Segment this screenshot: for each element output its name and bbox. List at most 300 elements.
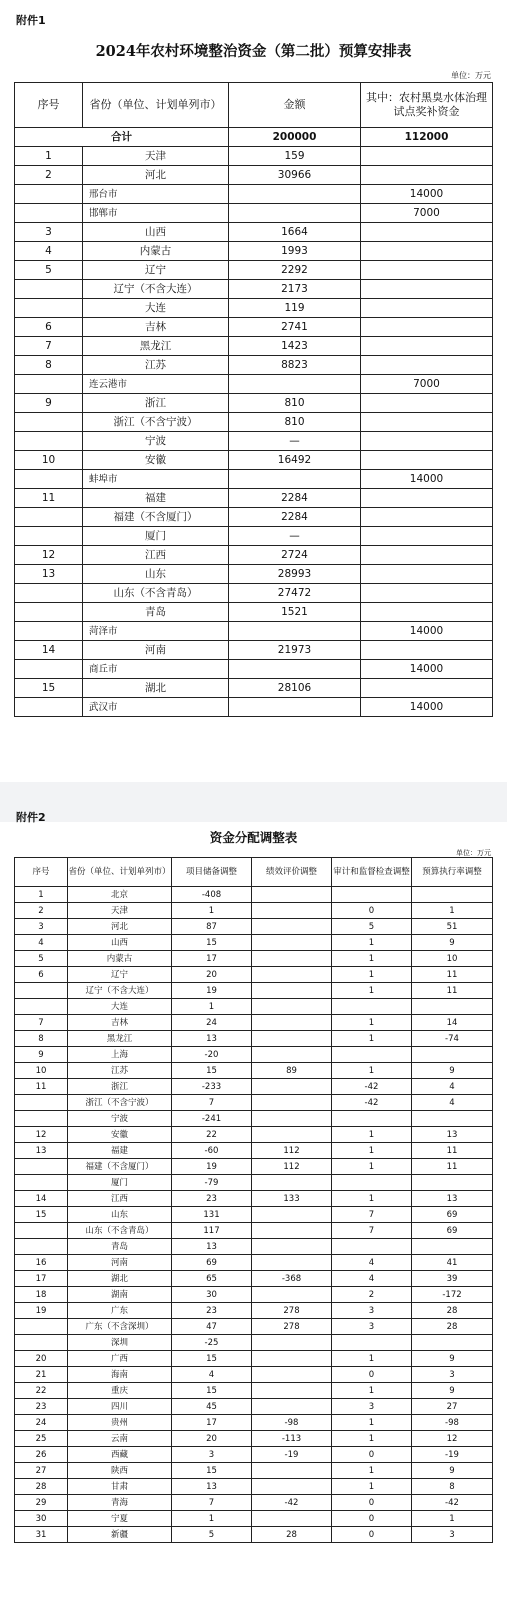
row-reserve: 15 xyxy=(172,935,252,951)
header-performance: 绩效评价调整 xyxy=(252,858,332,887)
row-reward: 7000 xyxy=(361,375,493,394)
row-performance: -19 xyxy=(252,1447,332,1463)
row-amount xyxy=(229,660,361,679)
row-execution: -42 xyxy=(412,1495,493,1511)
total-label: 合计 xyxy=(15,128,229,147)
table-row xyxy=(15,166,493,185)
row-audit: 1 xyxy=(332,1015,412,1031)
row-audit: 1 xyxy=(332,1143,412,1159)
row-performance: 278 xyxy=(252,1319,332,1335)
row-number: 10 xyxy=(15,451,83,470)
row-audit xyxy=(332,1047,412,1063)
row-province: 广东 xyxy=(68,1303,172,1319)
row-reward xyxy=(361,356,493,375)
row-audit: 1 xyxy=(332,935,412,951)
row-performance xyxy=(252,1031,332,1047)
row-reward xyxy=(361,546,493,565)
row-reserve: 15 xyxy=(172,1383,252,1399)
row-reward xyxy=(361,603,493,622)
row-number: 22 xyxy=(15,1383,68,1399)
row-amount: 2292 xyxy=(229,261,361,280)
row-number: 16 xyxy=(15,1255,68,1271)
row-performance xyxy=(252,999,332,1015)
row-province: 辽宁（不含大连） xyxy=(68,983,172,999)
row-execution: 69 xyxy=(412,1223,493,1239)
table-row xyxy=(15,546,493,565)
annex-1-unit: 单位：万元 xyxy=(451,71,491,80)
row-execution: -172 xyxy=(412,1287,493,1303)
table-row xyxy=(15,1447,493,1463)
row-execution: 11 xyxy=(412,967,493,983)
row-number xyxy=(15,1095,68,1111)
row-province: 青海 xyxy=(68,1495,172,1511)
row-performance xyxy=(252,951,332,967)
row-province: 湖北 xyxy=(83,679,229,698)
row-number xyxy=(15,1111,68,1127)
row-audit: 1 xyxy=(332,1463,412,1479)
table-row xyxy=(15,903,493,919)
row-performance xyxy=(252,1463,332,1479)
row-performance: -368 xyxy=(252,1271,332,1287)
row-reserve: 17 xyxy=(172,951,252,967)
row-audit xyxy=(332,1175,412,1191)
table-row xyxy=(15,641,493,660)
row-number: 13 xyxy=(15,565,83,584)
row-number: 7 xyxy=(15,1015,68,1031)
row-reward xyxy=(361,527,493,546)
table-row xyxy=(15,1175,493,1191)
row-performance xyxy=(252,1175,332,1191)
row-audit xyxy=(332,1335,412,1351)
row-province: 大连 xyxy=(83,299,229,318)
row-reward xyxy=(361,280,493,299)
row-number xyxy=(15,299,83,318)
table-row xyxy=(15,1399,493,1415)
row-province: 福建（不含厦门） xyxy=(83,508,229,527)
row-province: 浙江（不含宁波） xyxy=(83,413,229,432)
table-row xyxy=(15,679,493,698)
table-row xyxy=(15,1095,493,1111)
row-execution: 27 xyxy=(412,1399,493,1415)
row-number: 8 xyxy=(15,356,83,375)
row-audit: 0 xyxy=(332,1511,412,1527)
row-performance: 28 xyxy=(252,1527,332,1543)
row-number: 18 xyxy=(15,1287,68,1303)
row-province: 厦门 xyxy=(68,1175,172,1191)
row-amount: 27472 xyxy=(229,584,361,603)
row-reserve: 1 xyxy=(172,903,252,919)
row-number: 4 xyxy=(15,935,68,951)
header-reward: 其中：农村黑臭水体治理试点奖补资金 xyxy=(361,83,493,128)
row-reserve: 5 xyxy=(172,1527,252,1543)
row-province: 浙江 xyxy=(83,394,229,413)
row-performance: 112 xyxy=(252,1143,332,1159)
row-reserve: 19 xyxy=(172,983,252,999)
row-amount: 2284 xyxy=(229,508,361,527)
row-number xyxy=(15,527,83,546)
row-number: 14 xyxy=(15,1191,68,1207)
row-audit xyxy=(332,1111,412,1127)
row-province: 甘肃 xyxy=(68,1479,172,1495)
row-province: 山东（不含青岛） xyxy=(83,584,229,603)
row-province: 四川 xyxy=(68,1399,172,1415)
annex-2-label: 附件2 xyxy=(16,811,46,824)
row-performance xyxy=(252,887,332,903)
row-execution: 13 xyxy=(412,1191,493,1207)
row-reward: 7000 xyxy=(361,204,493,223)
total-amount: 200000 xyxy=(229,128,361,147)
row-number xyxy=(15,999,68,1015)
table-row xyxy=(15,508,493,527)
row-reward xyxy=(361,641,493,660)
row-number xyxy=(15,1223,68,1239)
row-performance xyxy=(252,1047,332,1063)
row-number xyxy=(15,413,83,432)
row-number xyxy=(15,983,68,999)
table-row xyxy=(15,489,493,508)
row-amount: 2741 xyxy=(229,318,361,337)
row-execution xyxy=(412,1175,493,1191)
row-number: 5 xyxy=(15,951,68,967)
row-province: 河南 xyxy=(83,641,229,660)
row-audit: 1 xyxy=(332,983,412,999)
row-amount: 28106 xyxy=(229,679,361,698)
row-province: 广东（不含深圳） xyxy=(68,1319,172,1335)
row-number xyxy=(15,375,83,394)
table-row xyxy=(15,1127,493,1143)
row-execution: 9 xyxy=(412,1063,493,1079)
row-number: 2 xyxy=(15,903,68,919)
row-number: 27 xyxy=(15,1463,68,1479)
table-row xyxy=(15,280,493,299)
row-reserve: 15 xyxy=(172,1463,252,1479)
row-performance xyxy=(252,1511,332,1527)
row-performance xyxy=(252,935,332,951)
table-row xyxy=(15,242,493,261)
row-reserve: 87 xyxy=(172,919,252,935)
row-execution: 1 xyxy=(412,1511,493,1527)
row-reserve: 20 xyxy=(172,967,252,983)
row-number: 4 xyxy=(15,242,83,261)
table-row xyxy=(15,413,493,432)
row-number xyxy=(15,1175,68,1191)
row-province: 浙江（不含宁波） xyxy=(68,1095,172,1111)
row-performance xyxy=(252,1383,332,1399)
row-reserve: 30 xyxy=(172,1287,252,1303)
row-execution: 13 xyxy=(412,1127,493,1143)
row-province: 辽宁 xyxy=(83,261,229,280)
row-amount: 2724 xyxy=(229,546,361,565)
row-amount: 1664 xyxy=(229,223,361,242)
row-amount xyxy=(229,470,361,489)
row-execution: 8 xyxy=(412,1479,493,1495)
annex-1-title: 2024年农村环境整治资金（第二批）预算安排表 xyxy=(95,43,412,60)
row-province: 西藏 xyxy=(68,1447,172,1463)
row-audit: -42 xyxy=(332,1095,412,1111)
row-amount xyxy=(229,622,361,641)
row-performance xyxy=(252,1207,332,1223)
row-audit: 7 xyxy=(332,1223,412,1239)
row-reward xyxy=(361,394,493,413)
row-performance: 89 xyxy=(252,1063,332,1079)
row-execution: 28 xyxy=(412,1319,493,1335)
row-performance xyxy=(252,1351,332,1367)
row-reward: 14000 xyxy=(361,185,493,204)
table-row xyxy=(15,1063,493,1079)
row-number: 24 xyxy=(15,1415,68,1431)
row-amount: 2284 xyxy=(229,489,361,508)
table-row xyxy=(15,204,493,223)
row-province: 新疆 xyxy=(68,1527,172,1543)
row-performance xyxy=(252,967,332,983)
row-reserve: -408 xyxy=(172,887,252,903)
row-reserve: 24 xyxy=(172,1015,252,1031)
row-reserve: 22 xyxy=(172,1127,252,1143)
row-province: 福建 xyxy=(68,1143,172,1159)
row-audit: 5 xyxy=(332,919,412,935)
row-audit: 1 xyxy=(332,1127,412,1143)
row-execution: 69 xyxy=(412,1207,493,1223)
table-row xyxy=(15,1255,493,1271)
row-reserve: 69 xyxy=(172,1255,252,1271)
row-execution: 11 xyxy=(412,983,493,999)
row-reward xyxy=(361,318,493,337)
row-performance xyxy=(252,1111,332,1127)
row-number: 25 xyxy=(15,1431,68,1447)
row-number: 1 xyxy=(15,887,68,903)
row-execution: 39 xyxy=(412,1271,493,1287)
row-execution: 9 xyxy=(412,1463,493,1479)
row-number xyxy=(15,1239,68,1255)
row-amount xyxy=(229,185,361,204)
row-execution xyxy=(412,1335,493,1351)
row-amount: 28993 xyxy=(229,565,361,584)
row-audit: 1 xyxy=(332,967,412,983)
row-amount: — xyxy=(229,432,361,451)
table-row xyxy=(15,983,493,999)
row-province: 上海 xyxy=(68,1047,172,1063)
table-row xyxy=(15,1527,493,1543)
row-number: 11 xyxy=(15,489,83,508)
row-performance xyxy=(252,919,332,935)
table-row xyxy=(15,1031,493,1047)
row-number: 13 xyxy=(15,1143,68,1159)
table-row xyxy=(15,999,493,1015)
row-performance xyxy=(252,1479,332,1495)
row-number xyxy=(15,660,83,679)
row-reserve: 13 xyxy=(172,1239,252,1255)
header-province: 省份（单位、计划单列市） xyxy=(68,858,172,887)
row-province: 江苏 xyxy=(83,356,229,375)
table-row xyxy=(15,1479,493,1495)
row-province: 江苏 xyxy=(68,1063,172,1079)
row-amount xyxy=(229,698,361,717)
table-row xyxy=(15,887,493,903)
table-row xyxy=(15,698,493,717)
row-amount: 2173 xyxy=(229,280,361,299)
table-row xyxy=(15,299,493,318)
row-reward xyxy=(361,261,493,280)
row-performance: 133 xyxy=(252,1191,332,1207)
row-performance xyxy=(252,1287,332,1303)
row-province: 湖北 xyxy=(68,1271,172,1287)
row-audit: 1 xyxy=(332,1415,412,1431)
row-province: 吉林 xyxy=(68,1015,172,1031)
row-reserve: 13 xyxy=(172,1479,252,1495)
annex-2-page xyxy=(0,811,507,1600)
row-province: 黑龙江 xyxy=(83,337,229,356)
row-execution: 4 xyxy=(412,1079,493,1095)
table-row xyxy=(15,261,493,280)
row-audit: 0 xyxy=(332,1447,412,1463)
row-reward xyxy=(361,489,493,508)
row-number: 30 xyxy=(15,1511,68,1527)
table-row xyxy=(15,527,493,546)
table-row xyxy=(15,1335,493,1351)
row-execution xyxy=(412,1239,493,1255)
header-no: 序号 xyxy=(15,858,68,887)
row-amount: 810 xyxy=(229,394,361,413)
table-row xyxy=(15,1239,493,1255)
table-row xyxy=(15,1079,493,1095)
row-reward xyxy=(361,451,493,470)
row-province: 宁波 xyxy=(83,432,229,451)
table-row xyxy=(15,1271,493,1287)
row-number: 29 xyxy=(15,1495,68,1511)
row-audit: 3 xyxy=(332,1319,412,1335)
row-audit: 1 xyxy=(332,1479,412,1495)
annex-2-title: 资金分配调整表 xyxy=(209,830,298,845)
row-reward xyxy=(361,584,493,603)
header-province: 省份（单位、计划单列市） xyxy=(83,83,229,128)
row-number: 9 xyxy=(15,394,83,413)
row-reserve: 117 xyxy=(172,1223,252,1239)
row-performance: -98 xyxy=(252,1415,332,1431)
row-reward xyxy=(361,565,493,584)
row-audit: 2 xyxy=(332,1287,412,1303)
row-number: 12 xyxy=(15,1127,68,1143)
row-number: 1 xyxy=(15,147,83,166)
row-audit: 4 xyxy=(332,1271,412,1287)
table-row xyxy=(15,1415,493,1431)
row-number: 12 xyxy=(15,546,83,565)
row-amount: 8823 xyxy=(229,356,361,375)
row-audit: 1 xyxy=(332,1351,412,1367)
row-performance: 112 xyxy=(252,1159,332,1175)
row-province: 山东 xyxy=(83,565,229,584)
row-audit: 1 xyxy=(332,1431,412,1447)
row-reserve: 45 xyxy=(172,1399,252,1415)
row-amount: 1993 xyxy=(229,242,361,261)
row-number: 14 xyxy=(15,641,83,660)
row-number xyxy=(15,1159,68,1175)
row-reward xyxy=(361,679,493,698)
row-number xyxy=(15,185,83,204)
row-performance xyxy=(252,1079,332,1095)
row-province: 重庆 xyxy=(68,1383,172,1399)
row-audit: 1 xyxy=(332,1159,412,1175)
row-province: 福建 xyxy=(83,489,229,508)
table-row xyxy=(15,375,493,394)
row-number: 11 xyxy=(15,1079,68,1095)
row-performance xyxy=(252,1367,332,1383)
row-number: 28 xyxy=(15,1479,68,1495)
row-execution: -74 xyxy=(412,1031,493,1047)
table-row xyxy=(15,470,493,489)
row-number xyxy=(15,603,83,622)
row-province: 山东 xyxy=(68,1207,172,1223)
row-performance xyxy=(252,1223,332,1239)
row-audit: 1 xyxy=(332,951,412,967)
row-reserve: 47 xyxy=(172,1319,252,1335)
row-reserve: 15 xyxy=(172,1351,252,1367)
row-province: 安徽 xyxy=(83,451,229,470)
row-province: 内蒙古 xyxy=(83,242,229,261)
table-header-row xyxy=(15,858,493,887)
table-row xyxy=(15,1463,493,1479)
row-province: 山西 xyxy=(83,223,229,242)
table-row xyxy=(15,432,493,451)
row-province: 吉林 xyxy=(83,318,229,337)
row-number: 6 xyxy=(15,967,68,983)
row-audit: 3 xyxy=(332,1303,412,1319)
row-number: 15 xyxy=(15,1207,68,1223)
row-amount: 159 xyxy=(229,147,361,166)
row-reserve: 1 xyxy=(172,999,252,1015)
row-audit: 0 xyxy=(332,903,412,919)
row-number xyxy=(15,1335,68,1351)
table-row xyxy=(15,919,493,935)
annex-1-label: 附件1 xyxy=(16,14,46,27)
row-execution: 3 xyxy=(412,1527,493,1543)
row-reserve: 4 xyxy=(172,1367,252,1383)
row-amount xyxy=(229,204,361,223)
row-province: 福建（不含厦门） xyxy=(68,1159,172,1175)
table-row xyxy=(15,394,493,413)
row-number: 3 xyxy=(15,223,83,242)
row-amount: 30966 xyxy=(229,166,361,185)
row-execution xyxy=(412,999,493,1015)
row-province: 青岛 xyxy=(68,1239,172,1255)
row-province: 北京 xyxy=(68,887,172,903)
row-province: 厦门 xyxy=(83,527,229,546)
table-row xyxy=(15,356,493,375)
table-row xyxy=(15,1143,493,1159)
row-number: 21 xyxy=(15,1367,68,1383)
row-number: 26 xyxy=(15,1447,68,1463)
row-reserve: 7 xyxy=(172,1495,252,1511)
row-amount: — xyxy=(229,527,361,546)
row-number: 17 xyxy=(15,1271,68,1287)
row-city: 蚌埠市 xyxy=(83,470,229,489)
row-amount xyxy=(229,375,361,394)
row-reserve: 13 xyxy=(172,1031,252,1047)
row-audit: 3 xyxy=(332,1399,412,1415)
row-province: 贵州 xyxy=(68,1415,172,1431)
row-number: 8 xyxy=(15,1031,68,1047)
table-row xyxy=(15,1351,493,1367)
table-row xyxy=(15,1319,493,1335)
row-number: 5 xyxy=(15,261,83,280)
row-performance xyxy=(252,983,332,999)
header-no: 序号 xyxy=(15,83,83,128)
row-execution: 51 xyxy=(412,919,493,935)
row-performance xyxy=(252,1127,332,1143)
table-row xyxy=(15,1287,493,1303)
row-audit: 1 xyxy=(332,1191,412,1207)
row-reserve: 23 xyxy=(172,1303,252,1319)
table-row xyxy=(15,1111,493,1127)
